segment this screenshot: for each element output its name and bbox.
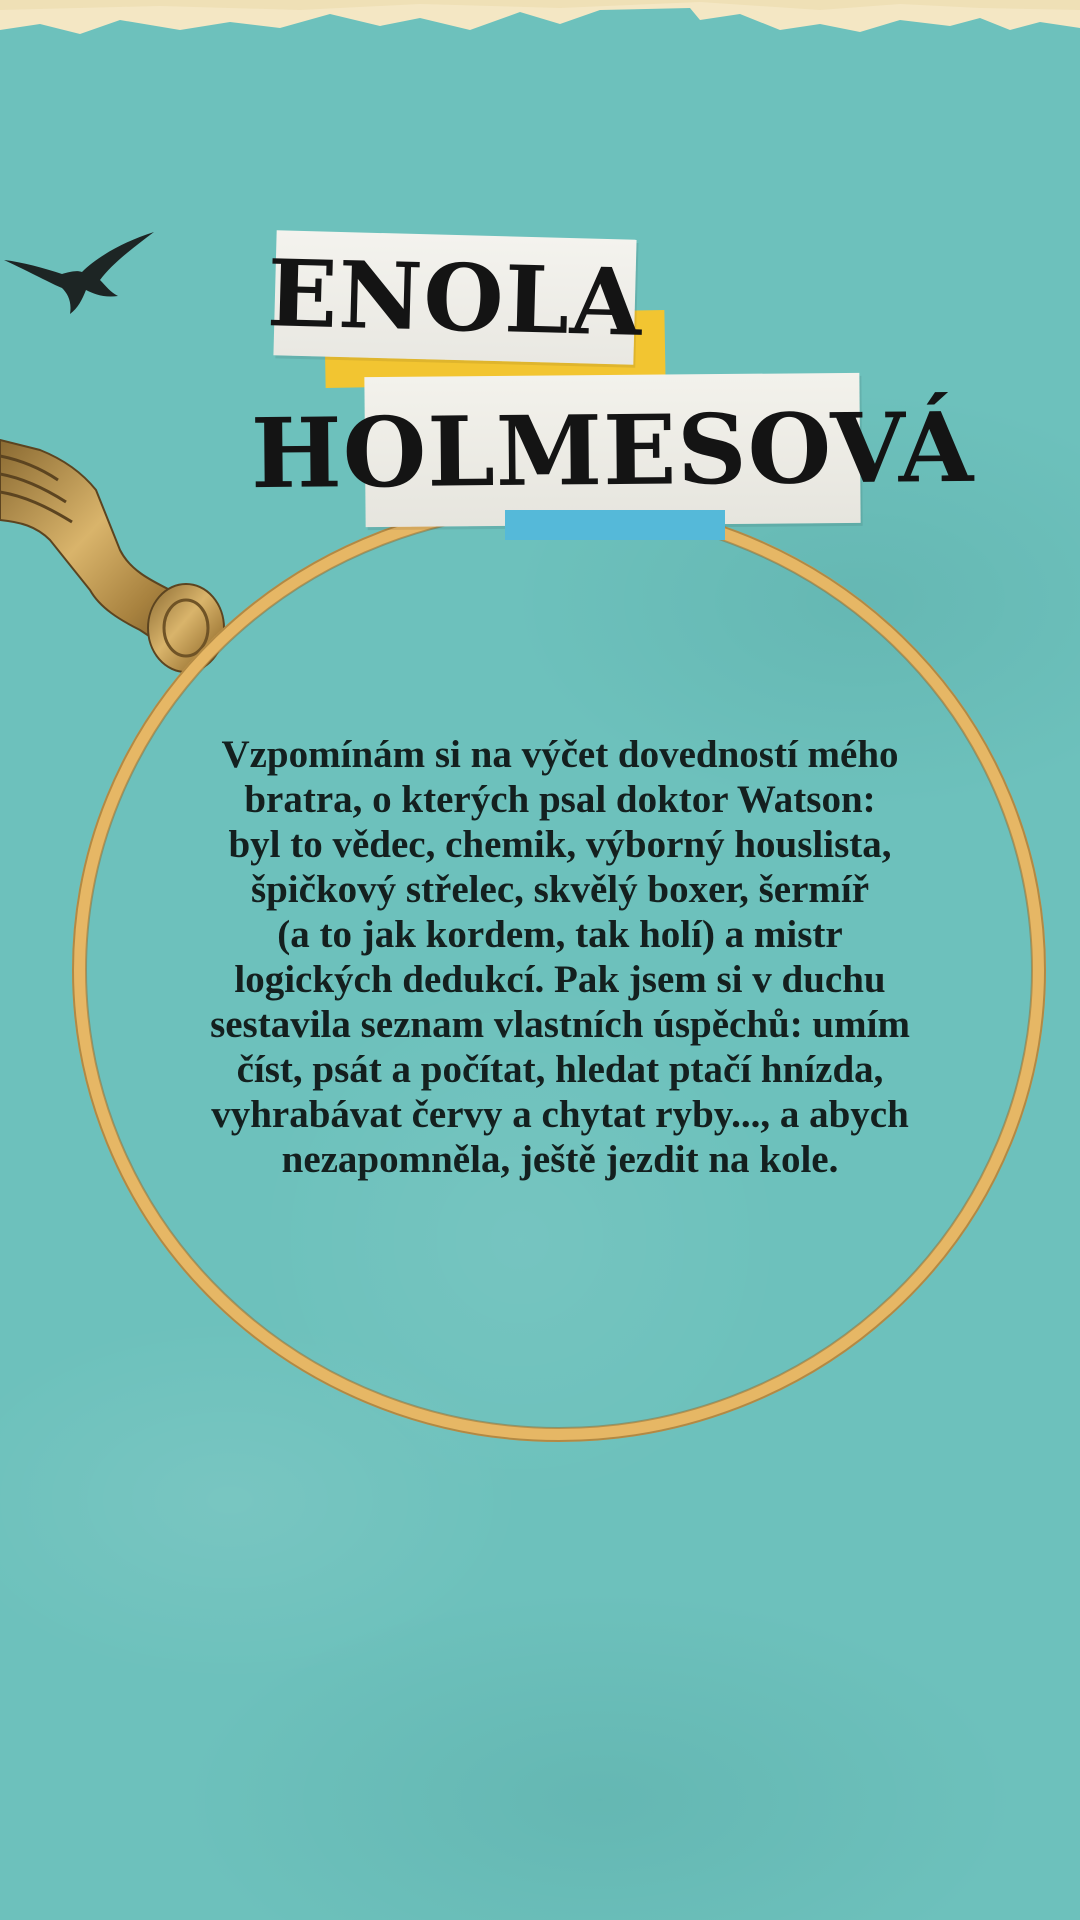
quote-line: Vzpomínám si na výčet dovedností mého — [221, 733, 899, 776]
quote-line: vyhrabávat červy a chytat ryby..., a abych — [211, 1093, 909, 1136]
quote-line: byl to vědec, chemik, výborný houslista, — [228, 823, 892, 866]
title-word-holmesova: HOLMESOVÁ — [364, 373, 860, 527]
quote-line: nezapomněla, ještě jezdit na kole. — [281, 1138, 839, 1181]
title-word-enola: ENOLA — [273, 230, 636, 364]
bird-silhouette-icon — [0, 228, 160, 328]
title-collage — [250, 235, 975, 545]
quote-line: bratra, o kterých psal doktor Watson: — [244, 778, 876, 821]
torn-paper-top-edge — [0, 0, 1080, 110]
quote-line: sestavila seznam vlastních úspěchů: umím — [210, 1003, 910, 1046]
quote-line: špičkový střelec, skvělý boxer, šermíř — [250, 868, 870, 911]
quote-line: logických dedukcí. Pak jsem si v duchu — [234, 958, 886, 1001]
blue-tape-strip — [505, 510, 725, 540]
quote-line: (a to jak kordem, tak holí) a mistr — [277, 913, 843, 956]
quote-text — [170, 732, 950, 1182]
quote-line: číst, psát a počítat, hledat ptačí hnízda, — [236, 1048, 884, 1091]
